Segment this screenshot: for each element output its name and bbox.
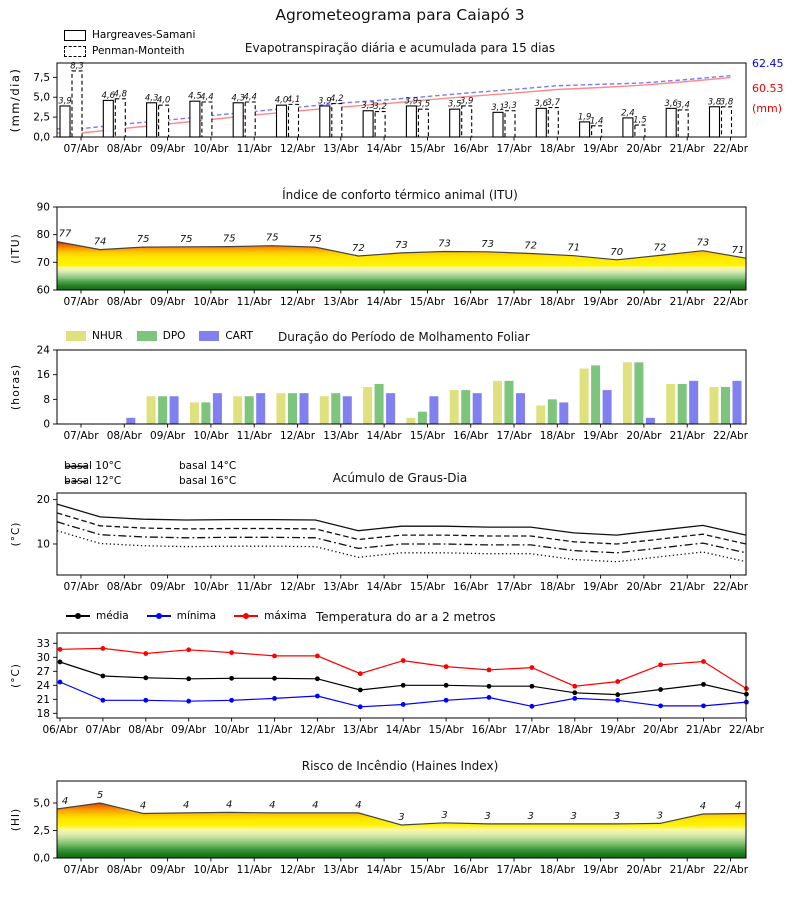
svg-text:77: 77 bbox=[58, 228, 72, 240]
svg-text:15/Abr: 15/Abr bbox=[409, 864, 445, 876]
svg-text:71: 71 bbox=[567, 242, 581, 254]
svg-text:10/Abr: 10/Abr bbox=[193, 296, 229, 308]
temperature-chart bbox=[0, 626, 800, 738]
svg-text:62.45: 62.45 bbox=[752, 57, 784, 70]
svg-text:22/Abr: 22/Abr bbox=[712, 143, 749, 155]
svg-text:19/Abr: 19/Abr bbox=[583, 296, 619, 308]
svg-text:14/Abr: 14/Abr bbox=[366, 581, 402, 593]
legend-label: basal 16°C bbox=[179, 475, 237, 487]
svg-text:24: 24 bbox=[36, 344, 50, 357]
svg-text:22/Abr: 22/Abr bbox=[712, 296, 749, 308]
svg-text:73: 73 bbox=[438, 238, 451, 250]
legend-label: CART bbox=[225, 330, 253, 342]
blue-dotline-swatch-icon bbox=[147, 612, 171, 620]
svg-text:4,2: 4,2 bbox=[330, 94, 344, 105]
svg-text:16/Abr: 16/Abr bbox=[453, 430, 489, 442]
svg-text:4,4: 4,4 bbox=[243, 92, 257, 103]
degreeday-chart bbox=[0, 486, 800, 594]
svg-text:4: 4 bbox=[61, 796, 69, 808]
svg-text:4: 4 bbox=[355, 799, 362, 811]
svg-text:11/Abr: 11/Abr bbox=[256, 724, 293, 736]
legend-item-nhur bbox=[66, 330, 123, 342]
svg-text:06/Abr: 06/Abr bbox=[42, 724, 78, 736]
legend-label: mínima bbox=[176, 610, 217, 622]
svg-text:17/Abr: 17/Abr bbox=[496, 581, 532, 593]
svg-text:75: 75 bbox=[222, 233, 236, 245]
et-legend bbox=[64, 29, 195, 57]
svg-text:09/Abr: 09/Abr bbox=[150, 143, 186, 155]
svg-text:17/Abr: 17/Abr bbox=[496, 430, 532, 442]
svg-text:4: 4 bbox=[699, 801, 707, 812]
solid-box-swatch-icon bbox=[64, 30, 86, 41]
svg-text:3,6: 3,6 bbox=[534, 98, 549, 109]
svg-text:5: 5 bbox=[96, 790, 104, 801]
svg-text:3,8: 3,8 bbox=[719, 97, 734, 108]
svg-text:07/Abr: 07/Abr bbox=[63, 430, 99, 442]
svg-text:4,3: 4,3 bbox=[144, 93, 159, 104]
svg-text:(mm/dia): (mm/dia) bbox=[8, 67, 22, 133]
svg-text:0,0: 0,0 bbox=[33, 852, 50, 865]
fire-risk-chart-title: Risco de Incêndio (Haines Index) bbox=[301, 759, 499, 773]
svg-text:1,4: 1,4 bbox=[589, 116, 604, 127]
svg-text:18/Abr: 18/Abr bbox=[539, 581, 575, 593]
svg-text:4: 4 bbox=[269, 799, 276, 811]
svg-text:09/Abr: 09/Abr bbox=[150, 864, 186, 876]
svg-text:75: 75 bbox=[136, 234, 150, 246]
itu-chart bbox=[0, 200, 800, 308]
legend-label: basal 14°C bbox=[179, 460, 237, 472]
svg-text:22/Abr: 22/Abr bbox=[728, 724, 764, 736]
svg-text:(°C): (°C) bbox=[10, 663, 22, 688]
svg-text:70: 70 bbox=[610, 246, 624, 258]
svg-text:08/Abr: 08/Abr bbox=[106, 581, 142, 593]
legend-label: Penman-Monteith bbox=[92, 45, 185, 57]
svg-text:13/Abr: 13/Abr bbox=[323, 581, 359, 593]
svg-text:72: 72 bbox=[653, 242, 667, 254]
svg-text:12/Abr: 12/Abr bbox=[279, 430, 316, 442]
svg-text:19/Abr: 19/Abr bbox=[583, 430, 619, 442]
temperature-chart-title: Temperatura do ar a 2 metros bbox=[316, 610, 496, 624]
svg-text:11/Abr: 11/Abr bbox=[236, 581, 272, 593]
svg-text:22/Abr: 22/Abr bbox=[712, 864, 749, 876]
svg-text:5,0: 5,0 bbox=[33, 797, 50, 810]
svg-text:12/Abr: 12/Abr bbox=[279, 296, 316, 308]
svg-text:12/Abr: 12/Abr bbox=[279, 864, 316, 876]
svg-text:15/Abr: 15/Abr bbox=[409, 143, 445, 155]
svg-text:08/Abr: 08/Abr bbox=[128, 724, 164, 736]
svg-text:33: 33 bbox=[36, 637, 50, 650]
svg-text:11/Abr: 11/Abr bbox=[236, 296, 272, 308]
svg-text:14/Abr: 14/Abr bbox=[366, 143, 402, 155]
svg-text:10/Abr: 10/Abr bbox=[214, 724, 250, 736]
legend-item-maxima bbox=[234, 610, 306, 622]
legend-label: NHUR bbox=[92, 330, 123, 342]
svg-text:3,5: 3,5 bbox=[447, 99, 462, 110]
svg-text:3,9: 3,9 bbox=[318, 96, 332, 107]
svg-text:14/Abr: 14/Abr bbox=[385, 724, 421, 736]
svg-text:4: 4 bbox=[182, 799, 190, 811]
legend-label: DPO bbox=[162, 330, 186, 342]
legend-item-basal14 bbox=[179, 460, 236, 472]
svg-text:7,5: 7,5 bbox=[33, 71, 50, 84]
svg-text:4,0: 4,0 bbox=[156, 95, 171, 106]
svg-text:17/Abr: 17/Abr bbox=[496, 864, 532, 876]
svg-text:20: 20 bbox=[36, 494, 50, 507]
black-dotline-swatch-icon bbox=[66, 612, 90, 620]
svg-text:8,3: 8,3 bbox=[70, 61, 84, 72]
svg-text:10/Abr: 10/Abr bbox=[193, 430, 229, 442]
svg-text:(HI): (HI) bbox=[10, 807, 22, 832]
itu-chart-title: Índice de conforto térmico animal (ITU) bbox=[282, 188, 518, 202]
svg-text:09/Abr: 09/Abr bbox=[150, 296, 186, 308]
svg-text:15/Abr: 15/Abr bbox=[409, 581, 445, 593]
et-chart bbox=[0, 40, 800, 158]
svg-text:11/Abr: 11/Abr bbox=[236, 864, 272, 876]
svg-text:11/Abr: 11/Abr bbox=[236, 430, 272, 442]
svg-text:17/Abr: 17/Abr bbox=[496, 143, 532, 155]
svg-text:4: 4 bbox=[312, 799, 319, 811]
svg-text:15/Abr: 15/Abr bbox=[428, 724, 464, 736]
svg-text:16/Abr: 16/Abr bbox=[453, 864, 489, 876]
legend-item-penman bbox=[64, 45, 185, 57]
svg-text:4: 4 bbox=[226, 799, 233, 811]
svg-text:3,9: 3,9 bbox=[459, 96, 474, 107]
svg-text:09/Abr: 09/Abr bbox=[150, 430, 186, 442]
svg-text:3: 3 bbox=[656, 810, 664, 822]
svg-text:(°C): (°C) bbox=[10, 521, 22, 547]
svg-text:11/Abr: 11/Abr bbox=[236, 143, 272, 155]
svg-text:72: 72 bbox=[524, 240, 538, 252]
page-title: Agrometeograma para Caiapó 3 bbox=[275, 6, 525, 24]
svg-text:3,1: 3,1 bbox=[491, 102, 505, 113]
red-dotline-swatch-icon bbox=[234, 612, 258, 620]
svg-text:4,0: 4,0 bbox=[274, 95, 289, 106]
svg-text:75: 75 bbox=[308, 234, 322, 246]
svg-text:73: 73 bbox=[481, 238, 494, 250]
legend-label: máxima bbox=[264, 610, 307, 622]
svg-text:21/Abr: 21/Abr bbox=[669, 296, 705, 308]
svg-text:18/Abr: 18/Abr bbox=[557, 724, 593, 736]
svg-text:07/Abr: 07/Abr bbox=[85, 724, 121, 736]
svg-text:16/Abr: 16/Abr bbox=[453, 296, 489, 308]
temperature-legend bbox=[66, 610, 307, 622]
svg-text:19/Abr: 19/Abr bbox=[600, 724, 636, 736]
svg-text:3,4: 3,4 bbox=[676, 100, 690, 111]
svg-text:30: 30 bbox=[36, 651, 50, 664]
svg-text:10: 10 bbox=[36, 538, 50, 551]
svg-text:18: 18 bbox=[36, 707, 50, 720]
svg-text:18/Abr: 18/Abr bbox=[539, 143, 575, 155]
svg-text:4,1: 4,1 bbox=[286, 94, 301, 105]
svg-text:17/Abr: 17/Abr bbox=[496, 296, 532, 308]
svg-text:1,5: 1,5 bbox=[633, 115, 647, 126]
dashdot-line-swatch-icon bbox=[64, 462, 88, 471]
svg-text:3,8: 3,8 bbox=[707, 97, 722, 108]
svg-text:08/Abr: 08/Abr bbox=[106, 864, 142, 876]
svg-text:3: 3 bbox=[441, 809, 448, 821]
legend-item-basal16 bbox=[179, 475, 236, 487]
nhur-swatch-icon bbox=[66, 331, 86, 341]
svg-text:80: 80 bbox=[36, 229, 50, 242]
svg-text:27: 27 bbox=[36, 665, 50, 678]
svg-text:21/Abr: 21/Abr bbox=[669, 143, 705, 155]
svg-text:90: 90 bbox=[36, 201, 50, 214]
svg-text:07/Abr: 07/Abr bbox=[63, 143, 99, 155]
svg-text:3,7: 3,7 bbox=[546, 98, 561, 109]
svg-text:4,3: 4,3 bbox=[231, 93, 245, 104]
svg-text:71: 71 bbox=[731, 245, 745, 257]
svg-text:13/Abr: 13/Abr bbox=[323, 430, 359, 442]
svg-text:3,3: 3,3 bbox=[361, 101, 375, 112]
svg-text:09/Abr: 09/Abr bbox=[150, 581, 186, 593]
svg-text:19/Abr: 19/Abr bbox=[583, 864, 619, 876]
wetness-legend bbox=[66, 330, 253, 342]
svg-text:08/Abr: 08/Abr bbox=[106, 143, 142, 155]
svg-text:1,9: 1,9 bbox=[577, 112, 592, 123]
svg-text:22/Abr: 22/Abr bbox=[712, 581, 749, 593]
legend-item-media bbox=[66, 610, 129, 622]
legend-label: basal 10°C bbox=[64, 460, 122, 472]
svg-text:08/Abr: 08/Abr bbox=[106, 296, 142, 308]
svg-text:2,4: 2,4 bbox=[621, 108, 635, 119]
svg-text:10/Abr: 10/Abr bbox=[193, 864, 229, 876]
svg-text:07/Abr: 07/Abr bbox=[63, 296, 99, 308]
svg-text:0,0: 0,0 bbox=[33, 131, 50, 144]
svg-text:14/Abr: 14/Abr bbox=[366, 864, 402, 876]
svg-text:10/Abr: 10/Abr bbox=[193, 581, 229, 593]
svg-text:16/Abr: 16/Abr bbox=[453, 143, 489, 155]
svg-text:07/Abr: 07/Abr bbox=[63, 864, 99, 876]
svg-text:18/Abr: 18/Abr bbox=[539, 296, 575, 308]
svg-text:73: 73 bbox=[696, 237, 710, 249]
svg-text:15/Abr: 15/Abr bbox=[409, 430, 445, 442]
svg-text:3,2: 3,2 bbox=[373, 102, 387, 113]
svg-text:(ITU): (ITU) bbox=[10, 233, 22, 264]
svg-text:19/Abr: 19/Abr bbox=[583, 581, 619, 593]
svg-text:60.53: 60.53 bbox=[752, 82, 784, 95]
svg-text:75: 75 bbox=[179, 233, 193, 245]
svg-text:3: 3 bbox=[398, 812, 405, 823]
svg-text:72: 72 bbox=[352, 242, 365, 254]
legend-item-hargreaves bbox=[64, 29, 195, 41]
cart-swatch-icon bbox=[199, 331, 219, 341]
svg-text:(mm): (mm) bbox=[752, 102, 783, 115]
svg-text:20/Abr: 20/Abr bbox=[626, 581, 662, 593]
svg-text:12/Abr: 12/Abr bbox=[279, 143, 316, 155]
svg-text:20/Abr: 20/Abr bbox=[626, 430, 662, 442]
legend-label: média bbox=[96, 610, 129, 622]
svg-text:16: 16 bbox=[36, 369, 50, 382]
svg-text:4,4: 4,4 bbox=[200, 92, 214, 103]
svg-text:3: 3 bbox=[613, 810, 620, 822]
et-chart-title: Evapotranspiração diária e acumulada para 15 dias bbox=[244, 41, 556, 55]
svg-text:3: 3 bbox=[527, 810, 534, 822]
svg-text:13/Abr: 13/Abr bbox=[323, 296, 359, 308]
svg-text:13/Abr: 13/Abr bbox=[323, 864, 359, 876]
svg-text:3,3: 3,3 bbox=[503, 101, 517, 112]
legend-label: basal 12°C bbox=[64, 475, 122, 487]
svg-text:0: 0 bbox=[43, 418, 50, 431]
svg-text:20/Abr: 20/Abr bbox=[626, 143, 662, 155]
svg-text:4,8: 4,8 bbox=[113, 89, 128, 100]
svg-text:2,5: 2,5 bbox=[33, 825, 50, 837]
svg-text:24: 24 bbox=[36, 679, 50, 692]
svg-text:3,9: 3,9 bbox=[58, 96, 72, 107]
svg-text:08/Abr: 08/Abr bbox=[106, 430, 142, 442]
svg-text:21/Abr: 21/Abr bbox=[669, 581, 705, 593]
svg-text:21: 21 bbox=[36, 693, 50, 706]
svg-text:09/Abr: 09/Abr bbox=[171, 724, 207, 736]
svg-text:16/Abr: 16/Abr bbox=[471, 724, 507, 736]
dotted-line-swatch-icon bbox=[64, 477, 88, 486]
legend-item-dpo bbox=[137, 330, 186, 342]
svg-text:18/Abr: 18/Abr bbox=[539, 430, 575, 442]
svg-text:5,0: 5,0 bbox=[33, 91, 50, 104]
svg-text:3,5: 3,5 bbox=[416, 99, 431, 110]
svg-text:4: 4 bbox=[139, 800, 147, 812]
svg-text:3: 3 bbox=[570, 810, 577, 822]
svg-text:12/Abr: 12/Abr bbox=[279, 581, 316, 593]
svg-text:07/Abr: 07/Abr bbox=[63, 581, 99, 593]
svg-text:14/Abr: 14/Abr bbox=[366, 296, 402, 308]
svg-text:75: 75 bbox=[265, 232, 279, 244]
legend-label: Hargreaves-Samani bbox=[92, 29, 196, 41]
legend-item-cart bbox=[199, 330, 252, 342]
wetness-chart-title: Duração do Período de Molhamento Foliar bbox=[278, 330, 530, 344]
svg-text:70: 70 bbox=[36, 256, 50, 269]
svg-text:4,6: 4,6 bbox=[101, 90, 116, 101]
svg-text:16/Abr: 16/Abr bbox=[453, 581, 489, 593]
svg-text:13/Abr: 13/Abr bbox=[342, 724, 378, 736]
svg-text:2,5: 2,5 bbox=[33, 111, 50, 124]
svg-text:13/Abr: 13/Abr bbox=[323, 143, 359, 155]
svg-text:15/Abr: 15/Abr bbox=[409, 296, 445, 308]
svg-text:10/Abr: 10/Abr bbox=[193, 143, 229, 155]
svg-text:21/Abr: 21/Abr bbox=[669, 430, 705, 442]
svg-text:18/Abr: 18/Abr bbox=[539, 864, 575, 876]
svg-text:20/Abr: 20/Abr bbox=[643, 724, 679, 736]
wetness-chart bbox=[0, 344, 800, 442]
svg-text:60: 60 bbox=[36, 284, 50, 297]
svg-text:14/Abr: 14/Abr bbox=[366, 430, 402, 442]
svg-text:3,9: 3,9 bbox=[404, 96, 419, 107]
svg-text:12/Abr: 12/Abr bbox=[299, 724, 335, 736]
fire-risk-chart bbox=[0, 774, 800, 878]
svg-text:4,5: 4,5 bbox=[188, 91, 202, 102]
svg-text:4: 4 bbox=[734, 800, 742, 812]
dpo-swatch-icon bbox=[137, 331, 157, 341]
degreeday-legend bbox=[64, 460, 236, 487]
svg-text:20/Abr: 20/Abr bbox=[626, 296, 662, 308]
svg-text:20/Abr: 20/Abr bbox=[626, 864, 662, 876]
svg-text:(horas): (horas) bbox=[9, 363, 22, 411]
degreeday-chart-title: Acúmulo de Graus-Dia bbox=[332, 471, 468, 485]
svg-text:8: 8 bbox=[43, 393, 50, 406]
dashed-box-swatch-icon bbox=[64, 46, 86, 57]
svg-text:3: 3 bbox=[484, 810, 491, 822]
svg-text:73: 73 bbox=[395, 239, 408, 251]
svg-text:21/Abr: 21/Abr bbox=[669, 864, 705, 876]
svg-text:74: 74 bbox=[93, 236, 107, 248]
svg-text:3,6: 3,6 bbox=[664, 98, 678, 109]
legend-item-minima bbox=[147, 610, 216, 622]
svg-text:21/Abr: 21/Abr bbox=[685, 724, 722, 736]
svg-text:17/Abr: 17/Abr bbox=[514, 724, 550, 736]
svg-text:19/Abr: 19/Abr bbox=[583, 143, 619, 155]
svg-text:22/Abr: 22/Abr bbox=[712, 430, 749, 442]
